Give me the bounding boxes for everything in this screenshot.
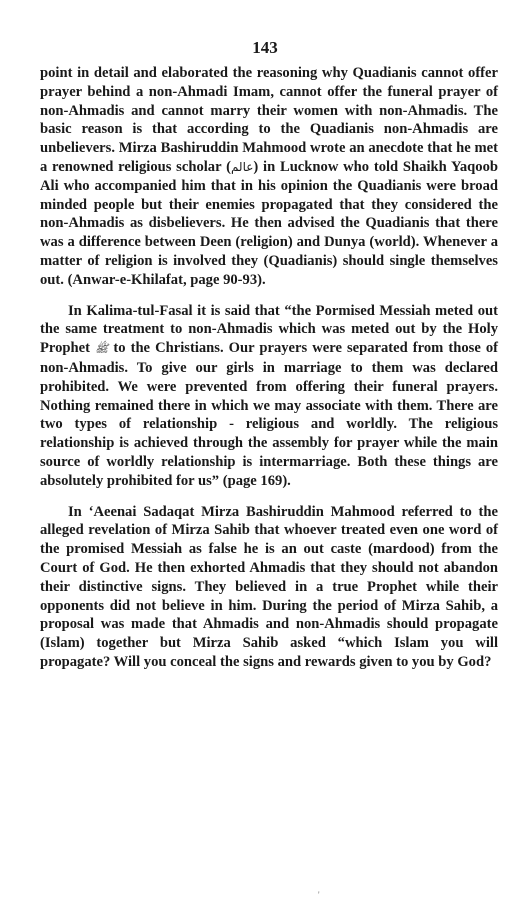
arabic-term-alim: عالم [230,159,254,174]
paragraph-2-text-part-1: In Kalima-tul-Fasal it is said that “the Pormised Messiah meted out the same treatment to non-Ahmadis which was meted out by the Holy Prophet [40,302,498,357]
body-text [40,64,498,684]
paragraph-1-text-part-2: ) in Lucknow who told Shaikh Yaqoob Ali who accompanied him that in his opinion the Quadianis were broad minded people but their enemies propagated that they considered the non-Ahmadis as disbelievers. He then advised the Quadianis that there was a difference between Deen (religion) and Dunya (world). Whenever a matter of religion is involved they (Quadianis) should single themselves out. (Anwar-e-Khilafat, page 90-93). [40,158,498,288]
paragraph-2 [40,302,498,491]
page-number: 143 [252,38,278,57]
honorific-symbol: ﷺ [95,342,109,356]
paragraph-3: In ‘Aeenai Sadaqat Mirza Bashiruddin Mahmood referred to the alleged revelation of Mirza Sahib that whoever treated even one word of the promised Messiah as false he is an out caste (mardood) from the Court of God. He then exhorted Ahmadis that they should not abandon their distinctive signs. They believed in a true Prophet while their opponents did not believe in him. During the period of Mirza Sahib, a proposal was made that Ahmadis and non-Ahmadis should propagate (Islam) together but Mirza Sahib asked “which Islam you will propagate? Will you conceal the signs and rewards given to you by God? [40,503,498,670]
paragraph-1 [40,64,498,290]
footer-mark: ' [318,890,320,900]
paragraph-1-text-part-1: point in detail and elaborated the reasoning why Quadianis cannot offer prayer behind a non-Ahmadi Imam, cannot offer the funeral prayer of non-Ahmadis and cannot marry their women with non-Ahmadis. The basic reason is that according to the Quadianis non-Ahmadis are unbelievers. Mirza Bashiruddin Mahmood wrote an anecdote that he met a renowned religious scholar ( [40,65,498,175]
paragraph-2-text-part-2: to the Christians. Our prayers were separated from those of non-Ahmadis. To give our girls in marriage to them was declared prohibited. We were prevented from offering their funeral prayers. Nothing remained there in which we may associate with them. There are two types of relationship - religious and worldly. The religious relationship is achieved through the assembly for prayer while the main source of worldly relationship is intermarriage. Both these things are absolutely prohibited for us” (page 169). [40,340,498,489]
